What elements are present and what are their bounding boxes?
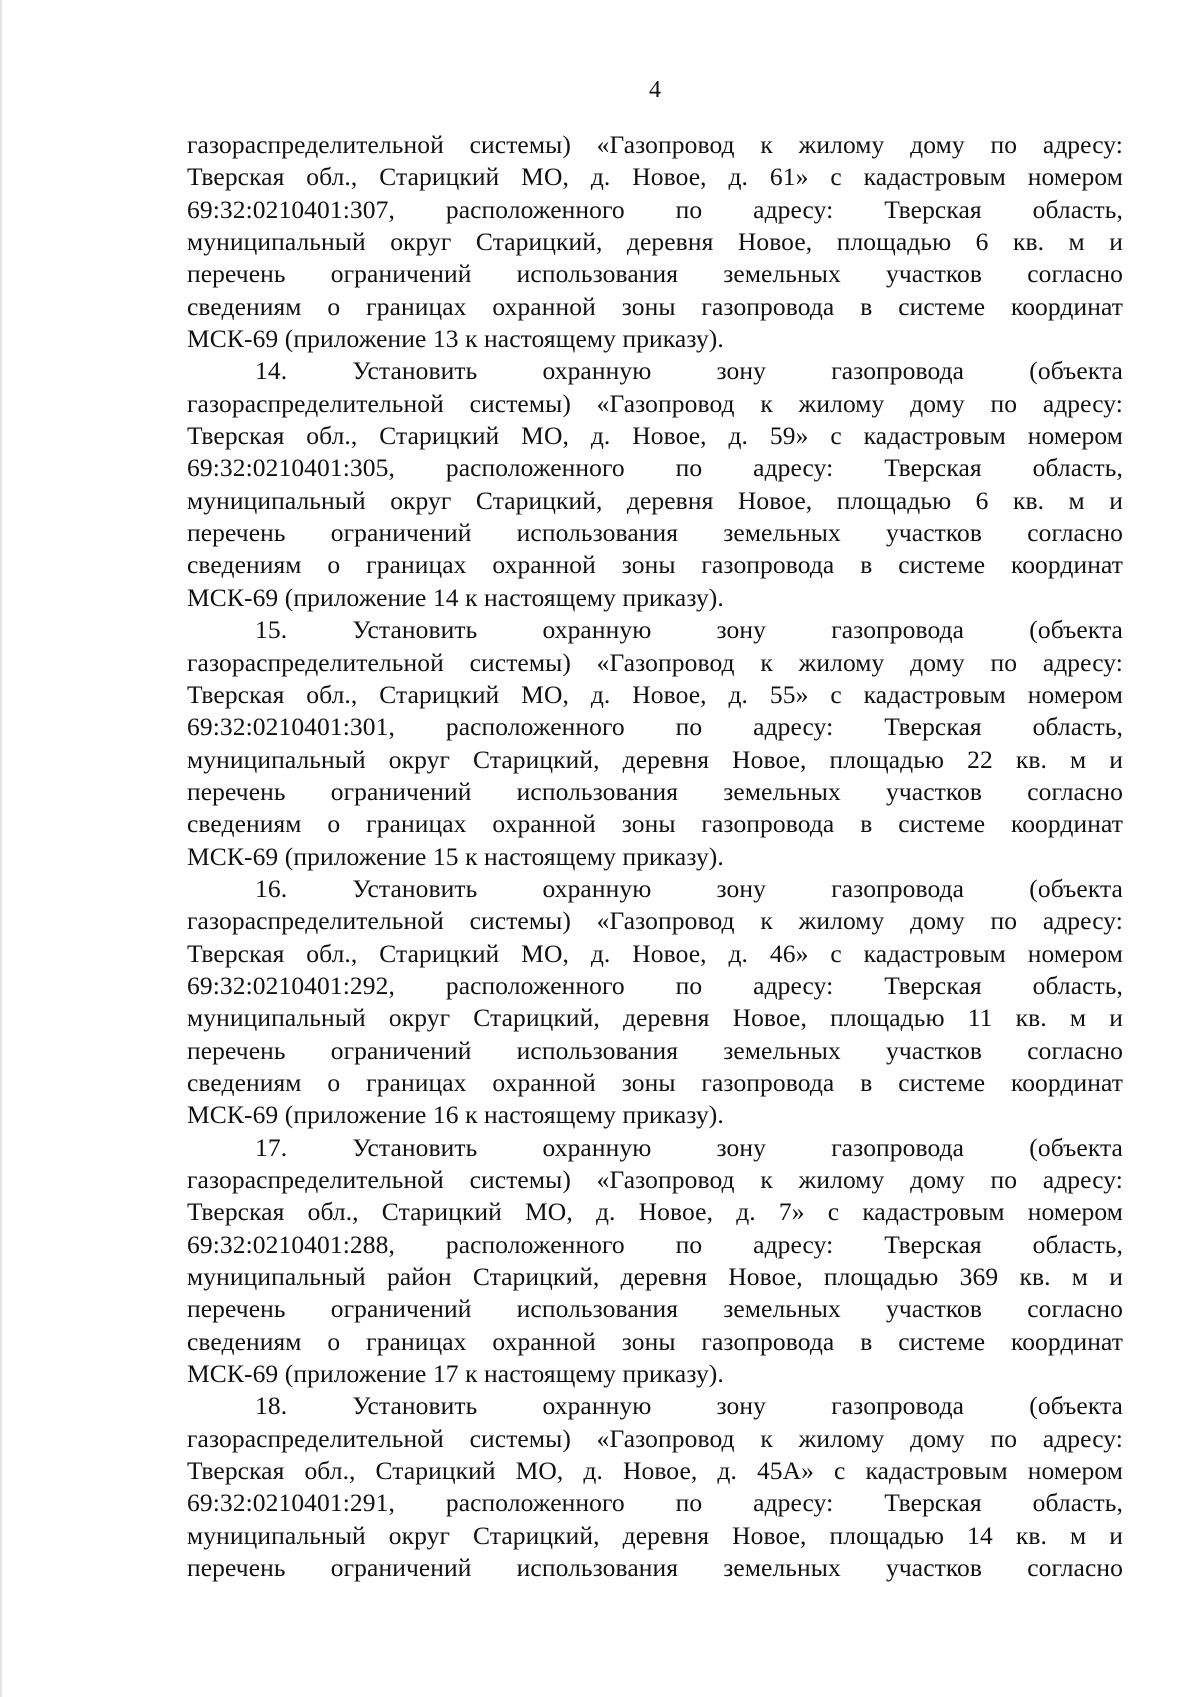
text-line: МСК-69 (приложение 16 к настоящему приказу).: [187, 1100, 724, 1130]
line-word: охранную: [542, 1132, 652, 1162]
line-word: газопровода: [831, 1132, 965, 1162]
text-line: перечень ограничений использования земельных участков согласно: [187, 776, 1123, 806]
text-line: 69:32:0210401:292, расположенного по адресу: Тверская область,: [187, 970, 1123, 1000]
line-word: (объекта: [1029, 1132, 1123, 1162]
line-word: зону: [716, 356, 767, 386]
line-word: охранную: [542, 1391, 652, 1421]
text-line: Тверская обл., Старицкий МО, д. Новое, д. 55» с кадастровым номером: [187, 679, 1123, 709]
text-line: Тверская обл., Старицкий МО, д. Новое, д. 7» с кадастровым номером: [187, 1197, 1123, 1227]
line-word: Установить: [352, 615, 478, 645]
line-word: (объекта: [1029, 356, 1123, 386]
line-word: газопровода: [831, 1391, 965, 1421]
line-word: газопровода: [831, 615, 965, 645]
line-word: зону: [716, 1391, 767, 1421]
paragraph-first-line: [187, 355, 1123, 387]
text-line: сведениям о границах охранной зоны газопровода в системе координат: [187, 1067, 1123, 1097]
text-line: муниципальный округ Старицкий, деревня Новое, площадью 6 кв. м и: [187, 227, 1123, 257]
line-word: газопровода: [831, 873, 965, 903]
paragraph-number: 17.: [255, 1132, 288, 1162]
line-word: охранную: [542, 615, 652, 645]
paragraph-number: 15.: [255, 615, 288, 645]
text-line: перечень ограничений использования земельных участков согласно: [187, 1035, 1123, 1065]
text-line: газораспределительной системы) «Газопровод к жилому дому по адресу:: [187, 1423, 1123, 1453]
document-body: [187, 129, 1123, 1584]
text-line: муниципальный район Старицкий, деревня Новое, площадью 369 кв. м и: [187, 1262, 1123, 1292]
text-line: 69:32:0210401:291, расположенного по адресу: Тверская область,: [187, 1488, 1123, 1518]
paragraph-number: 14.: [255, 356, 288, 386]
paragraph-first-line: [187, 1132, 1123, 1164]
text-line: 69:32:0210401:288, расположенного по адресу: Тверская область,: [187, 1229, 1123, 1259]
text-line: 69:32:0210401:307, расположенного по адресу: Тверская область,: [187, 194, 1123, 224]
text-line: сведениям о границах охранной зоны газопровода в системе координат: [187, 809, 1123, 839]
line-word: Установить: [352, 356, 478, 386]
line-word: (объекта: [1029, 1391, 1123, 1421]
paragraph-number: 18.: [255, 1391, 288, 1421]
line-word: зону: [716, 1132, 767, 1162]
text-line: газораспределительной системы) «Газопровод к жилому дому по адресу:: [187, 388, 1123, 418]
text-line: Тверская обл., Старицкий МО, д. Новое, д. 45А» с кадастровым номером: [187, 1456, 1123, 1486]
line-word: Установить: [352, 1391, 478, 1421]
line-word: зону: [716, 873, 767, 903]
line-word: (объекта: [1029, 873, 1123, 903]
line-word: охранную: [542, 356, 652, 386]
text-line: 69:32:0210401:301, расположенного по адресу: Тверская область,: [187, 712, 1123, 742]
line-word: Установить: [352, 1132, 478, 1162]
text-line: газораспределительной системы) «Газопровод к жилому дому по адресу:: [187, 906, 1123, 936]
line-word: охранную: [542, 873, 652, 903]
text-line: газораспределительной системы) «Газопровод к жилому дому по адресу:: [187, 130, 1123, 159]
text-line: 69:32:0210401:305, расположенного по адресу: Тверская область,: [187, 453, 1123, 483]
text-line: МСК-69 (приложение 17 к настоящему приказу).: [187, 1359, 724, 1389]
text-line: перечень ограничений использования земельных участков согласно: [187, 1294, 1123, 1324]
line-word: (объекта: [1029, 615, 1123, 645]
scan-edge-shadow: [0, 0, 3, 1697]
text-line: Тверская обл., Старицкий МО, д. Новое, д. 61» с кадастровым номером: [187, 162, 1123, 192]
text-line: Тверская обл., Старицкий МО, д. Новое, д. 46» с кадастровым номером: [187, 938, 1123, 968]
paragraph-first-line: [187, 1390, 1123, 1422]
text-line: газораспределительной системы) «Газопровод к жилому дому по адресу:: [187, 1165, 1123, 1194]
page-number: 4: [649, 77, 661, 103]
text-line: газораспределительной системы) «Газопровод к жилому дому по адресу:: [187, 647, 1123, 677]
paragraph-first-line: [187, 614, 1123, 646]
text-line: перечень ограничений использования земельных участков согласно: [187, 518, 1123, 548]
text-line: МСК-69 (приложение 15 к настоящему приказу).: [187, 841, 724, 871]
paragraph-number: 16.: [255, 873, 288, 903]
text-line: сведениям о границах охранной зоны газопровода в системе координат: [187, 1326, 1123, 1356]
paragraph-first-line: [187, 873, 1123, 905]
text-line: Тверская обл., Старицкий МО, д. Новое, д. 59» с кадастровым номером: [187, 421, 1123, 451]
line-word: газопровода: [831, 356, 965, 386]
text-line: МСК-69 (приложение 14 к настоящему приказу).: [187, 582, 724, 612]
text-line: муниципальный округ Старицкий, деревня Новое, площадью 11 кв. м и: [187, 1003, 1123, 1033]
text-line: перечень ограничений использования земельных участков согласно: [187, 259, 1123, 289]
text-line: муниципальный округ Старицкий, деревня Новое, площадью 6 кв. м и: [187, 485, 1123, 515]
text-line: МСК-69 (приложение 13 к настоящему приказу).: [187, 324, 724, 354]
text-line: сведениям о границах охранной зоны газопровода в системе координат: [187, 550, 1123, 580]
text-line: муниципальный округ Старицкий, деревня Новое, площадью 14 кв. м и: [187, 1520, 1123, 1550]
line-word: Установить: [352, 873, 478, 903]
line-word: зону: [716, 615, 767, 645]
text-line: перечень ограничений использования земельных участков согласно: [187, 1553, 1123, 1583]
text-line: сведениям о границах охранной зоны газопровода в системе координат: [187, 291, 1123, 321]
text-line: муниципальный округ Старицкий, деревня Новое, площадью 22 кв. м и: [187, 744, 1123, 774]
